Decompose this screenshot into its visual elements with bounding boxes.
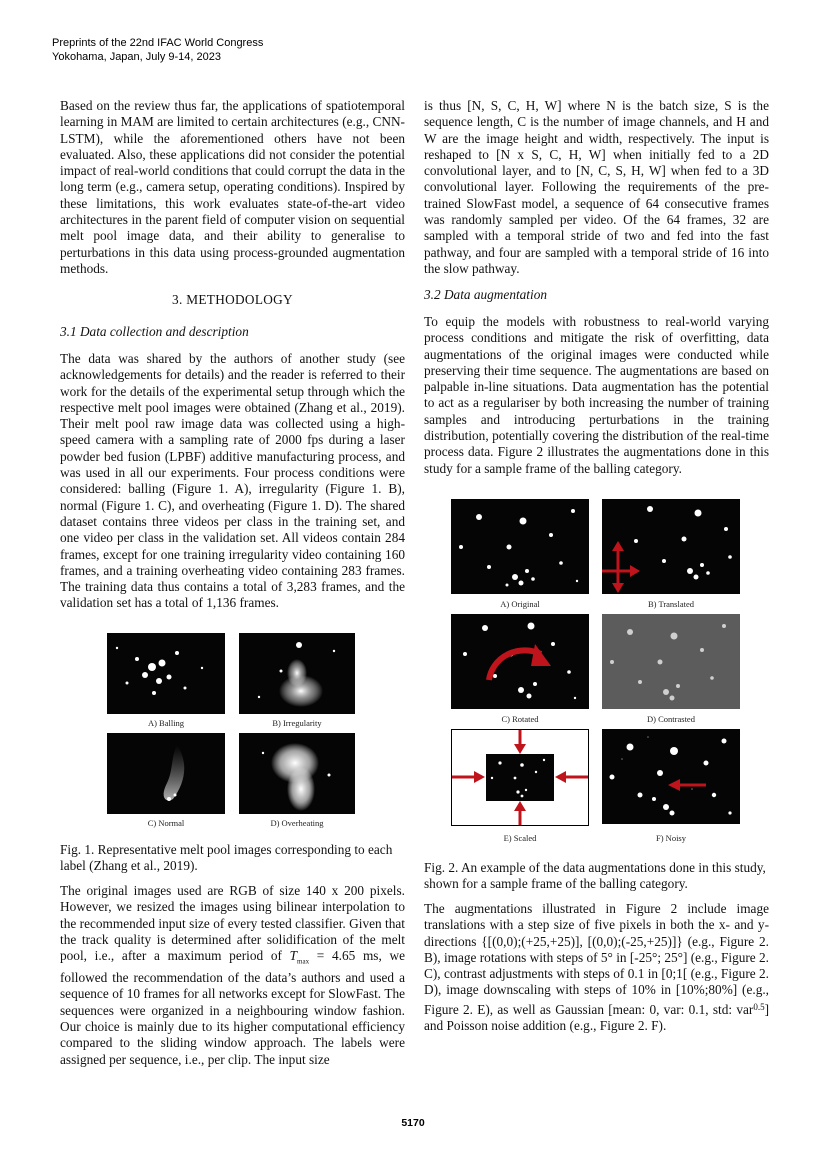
fig2-label-a: A) Original <box>500 599 540 609</box>
running-header <box>52 36 263 64</box>
input-size-text-part2: = 4.65 ms, we followed the recommendation of the data’s authors and used a sequence of 10 frames for all networks except for SlowFast. The sequences were organized in a neighbouring window fashion. Our choice is mainly due to its higher computational efficiency compared to the sliding window approach. The labels were assigned per sequence, i.e., per clip. The input size <box>60 948 405 1067</box>
input-shape-text: is thus [N, S, C, H, W] where N is the batch size, S is the sequence length, C is the number of image channels, and H and W are the image height and width, respectively. The input is reshaped to [N x S, C, H, W] when initially fed to a 2D convolutional layer, and to [N, C, S, H, W] when fed to a 3D convolutional layer. Following the requirements of the pre-trained SlowFast model, a sequence of 64 consecutive frames was randomly sampled per video. Of the 64 frames, 32 are sampled with a temporal stride of two and fed into the fast pathway, and four are sampled with a temporal stride of 16 into the slow pathway. <box>424 98 769 276</box>
fig1-label-d: D) Overheating <box>270 818 324 828</box>
fig2-label-e: E) Scaled <box>503 833 537 843</box>
augmentation-paragraph <box>424 314 769 477</box>
fig1-label-a: A) Balling <box>147 718 185 728</box>
section-heading-methodology: 3. METHODOLOGY <box>172 292 293 307</box>
data-description-text: The data was shared by the authors of another study (see acknowledgements for details) and the reader is referred to their work for the details of the experimental setup through which the respective melt pool images were obtained (Zhang et al., 2019). Their melt pool raw image data was collected using a high-speed camera with a sampling rate of 2000 fps during a laser powder bed fusion (LPBF) additive manufacturing process, and was used in all our experiments. Four process conditions were considered: balling (Figure 1. A), irregularity (Figure 1. B), normal (Figure 1. C), and overheating (Figure 1. D). The shared dataset contains three videos per class in the training set, and one video per class in the validation set. All videos contain 284 frames, except for one training irregularity video containing 160 frames, and a training overheating video containing 283 frames. The training data thus contains a total of 3,283 frames, and the validation set has a total of 1,136 frames. <box>60 351 405 611</box>
input-size-text-part1: The original images used are RGB of size 140 x 200 pixels. However, we resized the images using bilinear interpolation to the recommended input size of every tested classifier. Given that the track quality is determined after solidification of the melt pool, i.e., after a maximum period of <box>60 883 405 964</box>
fig2-panel-original <box>451 499 589 594</box>
melt-pool-image-irregularity <box>239 633 355 714</box>
fig2-label-b: B) Translated <box>647 599 695 609</box>
rotation-arrow-icon <box>489 644 551 680</box>
melt-pool-image-contrasted <box>602 614 740 709</box>
melt-pool-image-noisy <box>602 729 740 824</box>
input-size-text <box>60 883 405 1068</box>
fig1-label-b: B) Irregularity <box>272 718 322 728</box>
translation-arrows-icon <box>602 541 640 593</box>
header-conference: Preprints of the 22nd IFAC World Congress <box>52 37 264 49</box>
augmentation-details-part2: ] and Poisson noise addition (e.g., Figure 2. F). <box>424 1001 769 1034</box>
input-size-paragraph <box>60 883 405 1068</box>
augmentation-details-part1: The augmentations illustrated in Figure 2 include image translations with a step size of five pixels in both the x- and y-directions {[(0,0);(+25,+25)], [(0,0);(-25,+25)]} (e.g., Figure 2. B), image rotations with steps of 5° in [-25°; 25°] (e.g., Figure 2. C), contrast adjustments with steps of 0.1 in [0;1[ (e.g., Figure 2. D), image downscaling with steps of 10% in [10%;80%] (e.g., Figure 2. E), as well as Gaussian [mean: 0, var: 0.1, std: var <box>424 901 769 1017</box>
melt-pool-image-balling <box>107 633 225 714</box>
augmentation-text: To equip the models with robustness to real-world varying process conditions and mitigate the risk of overfitting, data augmentations of the original images were conducted while preserving their time sequence. The augmentations are based on palpable in-line situations. Data augmentation has the potential to act as a regulariser by both increasing the number of training samples and introducing perturbations in the training distribution, potentially covering the distribution of the real-time process data. Figure 2 illustrates the augmentations done in this study for a sample frame of the balling category. <box>424 314 769 476</box>
melt-pool-image-rotated <box>451 614 589 709</box>
fig2-label-d: D) Contrasted <box>647 714 695 724</box>
fig2-label-c: C) Rotated <box>501 714 539 724</box>
fig2-panel-contrasted <box>602 614 740 709</box>
melt-pool-image-original <box>451 499 589 594</box>
fig2-panel-noisy <box>602 729 740 824</box>
melt-pool-image-normal <box>107 733 225 814</box>
left-intro-paragraph <box>60 98 405 277</box>
fig1-panel-overheating <box>239 733 355 814</box>
figure-2-caption <box>424 860 769 893</box>
fig2-label-f: F) Noisy <box>656 833 686 843</box>
page-number: 5170 <box>401 1117 425 1129</box>
tmax-subscript: max <box>297 957 310 966</box>
fig2-panel-translated <box>602 499 740 594</box>
augmentation-details-paragraph <box>424 901 769 1034</box>
fig1-caption-text: Fig. 1. Representative melt pool images corresponding to each label (Zhang et al., 2019). <box>60 842 393 874</box>
right-input-shape-paragraph <box>424 98 769 277</box>
fig2-caption-text: Fig. 2. An example of the data augmentations done in this study, shown for a sample frame of the balling category. <box>424 860 766 892</box>
melt-pool-image-translated <box>602 499 740 594</box>
data-description-paragraph <box>60 351 405 612</box>
std-exponent: 0.5 <box>753 1001 765 1012</box>
fig2-panel-rotated <box>451 614 589 709</box>
fig1-panel-normal <box>107 733 225 814</box>
fig1-panel-irregularity <box>239 633 355 714</box>
header-location: Yokohama, Japan, July 9-14, 2023 <box>52 51 221 63</box>
noise-arrow-icon <box>668 779 706 791</box>
intro-text: Based on the review thus far, the applications of spatiotemporal learning in MAM are limited to certain architectures (e.g., CNN-LSTM), while the aforementioned others have not been evaluated. Also, these applications did not consider the potential impact of real-world conditions that could corrupt the data in the long term (e.g., camera setup, operating conditions). Inspired by these limitations, this work evaluates state-of-the-art video architectures in the parent field of computer vision on sequential melt pool image data, and their ability to generalise to perturbations in this data using process-grounded augmentation methods. <box>60 98 405 276</box>
fig1-label-c: C) Normal <box>147 818 185 828</box>
fig2-panel-scaled <box>451 729 589 826</box>
melt-pool-image-overheating <box>239 733 355 814</box>
subsection-heading-3-2: 3.2 Data augmentation <box>424 287 547 302</box>
figure-1-caption <box>60 842 405 875</box>
subsection-heading-3-1: 3.1 Data collection and description <box>60 324 249 339</box>
melt-pool-image-scaled <box>452 730 588 825</box>
augmentation-details-text <box>424 901 769 1034</box>
tmax-symbol: T <box>289 948 298 964</box>
fig1-panel-balling <box>107 633 225 714</box>
